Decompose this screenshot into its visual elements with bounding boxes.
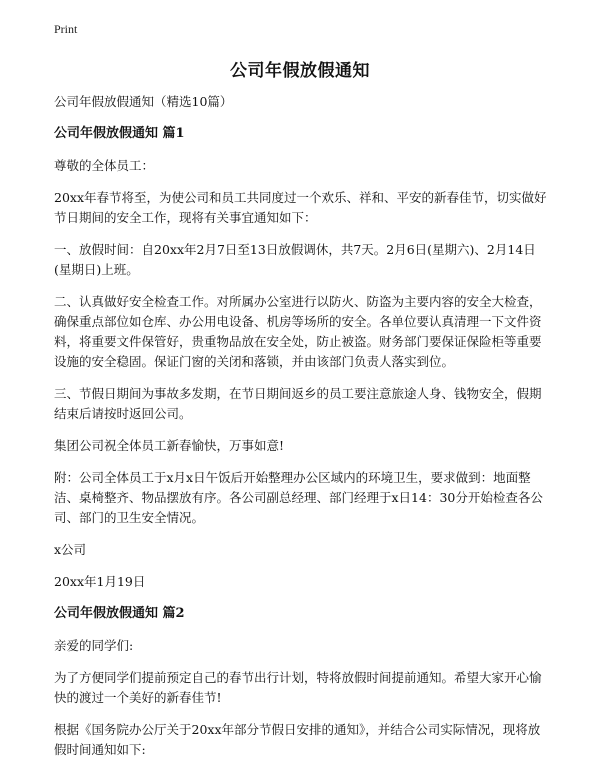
subtitle: 公司年假放假通知（精选10篇） [54, 94, 233, 109]
signature: x公司 [54, 542, 87, 557]
greeting-2: 亲爱的同学们: [54, 638, 134, 653]
date: 20xx年1月19日 [54, 574, 146, 589]
safety-check-item: 二、认真做好安全检查工作。对所属办公室进行以防火、防盗为主要内容的安全大检查，确保重点部位如仓库、办公用电设备、机房等场所的安全。各单位要认真清理一下文件资料，将重要文件保管好，贵重物品放在安全处，防止被盗。财务部门要保证保险柜等重要设施的安全稳固。保证门窗的关闭和落锁，并由该部门负责人落实到位。 [54, 294, 542, 369]
greeting: 尊敬的全体员工： [54, 158, 155, 173]
document-body [54, 92, 552, 772]
holiday-time-item: 一、放假时间：自20xx年2月7日至13日放假调休，共7天。2月6日(星期六)、2月14日(星期日)上班。 [54, 242, 536, 277]
note-paragraph: 附：公司全体员工于x月x日午饭后开始整理办公区域内的环境卫生，要求做到：地面整洁、桌椅整齐、物品摆放有序。各公司副总经理、部门经理于x日14：30分开始检查各公司、部门的卫生安全情况。 [54, 470, 543, 525]
section-heading-1: 公司年假放假通知 篇1 [54, 126, 185, 141]
paragraph-2-1: 为了方便同学们提前预定自己的春节出行计划，特将放假时间提前通知。希望大家开心愉快的渡过一个美好的新春佳节! [54, 670, 542, 705]
wish-paragraph: 集团公司祝全体员工新春愉快，万事如意! [54, 438, 285, 453]
print-link[interactable]: Print [54, 22, 78, 36]
paragraph-2-2: 根据《国务院办公厅关于20xx年部分节假日安排的通知》，并结合公司实际情况，现将放假时间通知如下: [54, 722, 541, 757]
intro-paragraph: 20xx年春节将至，为使公司和员工共同度过一个欢乐、祥和、平安的新春佳节，切实做好节日期间的安全工作，现将有关事宜通知如下： [54, 190, 547, 225]
section-heading-2: 公司年假放假通知 篇2 [54, 606, 185, 621]
travel-safety-item: 三、节假日期间为事故多发期，在节日期间返乡的员工要注意旅途人身、钱物安全，假期结束后请按时返回公司。 [54, 386, 542, 421]
page-title: 公司年假放假通知 [230, 61, 370, 81]
